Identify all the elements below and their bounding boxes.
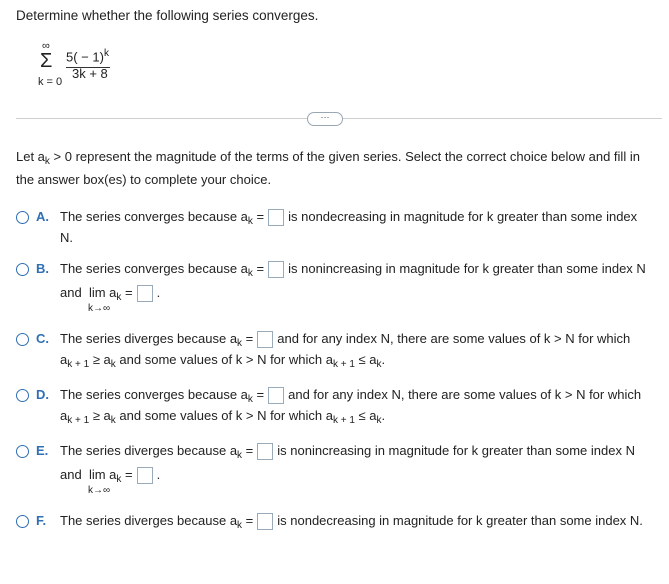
radio-d[interactable] xyxy=(16,389,29,402)
choice-c[interactable] xyxy=(16,331,666,371)
d-l2c: ≤ a xyxy=(354,408,377,423)
b-lim-under: k→∞ xyxy=(88,303,111,314)
e-lim-under: k→∞ xyxy=(88,485,111,496)
choice-d-line2 xyxy=(60,408,386,426)
c-pre: The series diverges because a xyxy=(60,331,238,346)
answer-box-b1[interactable] xyxy=(268,261,284,278)
choice-a-line2: N. xyxy=(60,230,73,245)
question-text: Determine whether the following series converges. xyxy=(16,8,319,23)
choice-b[interactable] xyxy=(16,261,666,313)
b-lim-eq: = xyxy=(121,285,133,300)
d-eq: = xyxy=(252,387,265,402)
b-sub: k xyxy=(247,268,253,279)
choice-e-letter: E. xyxy=(36,443,49,458)
answer-box-e2[interactable] xyxy=(137,467,153,484)
expand-button[interactable]: ··· xyxy=(307,112,343,126)
answer-box-e1[interactable] xyxy=(257,443,273,460)
choice-f-letter: F. xyxy=(36,513,47,528)
series-lower-limit: k = 0 xyxy=(38,76,63,88)
d-post: and for any index N, there are some values of k > N for which xyxy=(288,387,642,402)
e-lim: lim xyxy=(88,467,106,482)
b-lim-a: a xyxy=(109,285,117,300)
d-s3: k + 1 xyxy=(332,415,355,426)
d-pre: The series converges because a xyxy=(60,387,248,402)
c-s2: k xyxy=(110,359,116,370)
d-s1: k + 1 xyxy=(67,415,90,426)
f-eq: = xyxy=(242,513,254,528)
series-denominator: 3k + 8 xyxy=(72,66,108,81)
choice-e-line2: and $\lim a_k$ = . xyxy=(60,467,161,485)
instr-text: Let a xyxy=(16,149,45,164)
d-sub: k xyxy=(247,394,253,405)
b-and: and xyxy=(60,285,82,300)
e-lim-sub: k xyxy=(116,474,122,485)
c-l2d: . xyxy=(381,352,386,367)
answer-box-f[interactable] xyxy=(257,513,273,530)
e-eq: = xyxy=(242,443,254,458)
e-post: is nonincreasing in magnitude for k greater than some index N xyxy=(277,443,635,458)
instructions xyxy=(16,146,656,190)
choice-f[interactable] xyxy=(16,513,666,535)
answer-box-b2[interactable] xyxy=(137,285,153,302)
choice-b-line1 xyxy=(60,261,646,278)
d-s2: k xyxy=(110,415,116,426)
c-s3: k + 1 xyxy=(332,359,355,370)
c-post: and for any index N, there are some values of k > N for which xyxy=(277,331,631,346)
d-l2d: . xyxy=(381,408,386,423)
choice-a[interactable] xyxy=(16,209,666,249)
b-post: is nonincreasing in magnitude for k greater than some index N xyxy=(288,261,646,276)
a-post: is nondecreasing in magnitude for k greater than some index xyxy=(288,209,638,224)
e-lim-a: a xyxy=(109,467,117,482)
choice-d-letter: D. xyxy=(36,387,49,402)
c-sub: k xyxy=(237,338,243,349)
e-and: and xyxy=(60,467,82,482)
e-sub: k xyxy=(237,450,243,461)
series-upper-limit: ∞ xyxy=(42,40,50,52)
c-l2c: ≤ a xyxy=(354,352,377,367)
choice-c-line2 xyxy=(60,352,386,370)
d-l2a: ≥ a xyxy=(89,408,111,423)
choice-a-letter: A. xyxy=(36,209,49,224)
series-expression xyxy=(36,38,156,98)
f-pre: The series diverges because a xyxy=(60,513,238,528)
radio-f[interactable] xyxy=(16,515,29,528)
f-sub: k xyxy=(237,520,243,531)
choice-c-line1 xyxy=(60,331,630,348)
a-sub: k xyxy=(247,216,253,227)
numerator-text: 5( − 1) xyxy=(66,49,104,65)
choice-f-line1 xyxy=(60,513,643,530)
d-l2b: and some values of k > N for which a xyxy=(115,408,333,423)
d-a1: a xyxy=(60,408,68,423)
choice-e[interactable] xyxy=(16,443,666,495)
b-lim: lim xyxy=(88,285,106,300)
choice-b-line2: and $\lim a_k$ = . xyxy=(60,285,161,303)
radio-b[interactable] xyxy=(16,263,29,276)
b-pre: The series converges because a xyxy=(60,261,248,276)
numerator-exponent: k xyxy=(103,48,109,59)
choice-b-letter: B. xyxy=(36,261,49,276)
a-pre: The series converges because a xyxy=(60,209,248,224)
d-s4: k xyxy=(376,415,382,426)
c-a1: a xyxy=(60,352,68,367)
choice-d-line1 xyxy=(60,387,641,404)
c-l2a: ≥ a xyxy=(89,352,111,367)
f-post: is nondecreasing in magnitude for k greater than some index N. xyxy=(277,513,643,528)
choice-d[interactable] xyxy=(16,387,666,427)
answer-box-d[interactable] xyxy=(268,387,284,404)
sigma-symbol: Σ xyxy=(40,50,53,72)
e-lim-eq: = xyxy=(121,467,133,482)
b-eq: = xyxy=(252,261,265,276)
c-s4: k xyxy=(376,359,382,370)
choice-e-line1 xyxy=(60,443,635,460)
radio-a[interactable] xyxy=(16,211,29,224)
radio-c[interactable] xyxy=(16,333,29,346)
e-pre: The series diverges because a xyxy=(60,443,238,458)
choice-a-line1 xyxy=(60,209,637,226)
c-eq: = xyxy=(242,331,254,346)
instr-sub: k xyxy=(44,156,50,167)
a-eq: = xyxy=(252,209,265,224)
c-s1: k + 1 xyxy=(67,359,90,370)
instr-rest: > 0 represent the magnitude of the terms of the given series. Select the correct choice below and fill in the answer box(es) to complete your choice. xyxy=(16,149,640,187)
b-lim-sub: k xyxy=(116,292,122,303)
radio-e[interactable] xyxy=(16,445,29,458)
answer-box-a[interactable] xyxy=(268,209,284,226)
choice-c-letter: C. xyxy=(36,331,49,346)
answer-box-c[interactable] xyxy=(257,331,273,348)
c-l2b: and some values of k > N for which a xyxy=(115,352,333,367)
series-numerator xyxy=(66,48,109,64)
